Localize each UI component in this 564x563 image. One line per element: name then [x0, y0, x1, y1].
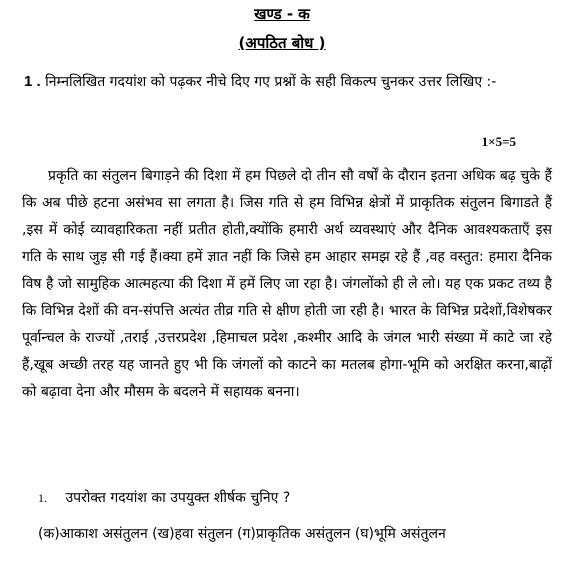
sub-question-number: 1.: [38, 491, 47, 505]
answer-options: (क)आकाश असंतुलन (ख)हवा संतुलन (ग)प्राकृतिक असंतुलन (घ)भूमि असंतुलन: [38, 526, 446, 542]
question-number: 1 .: [24, 73, 41, 90]
section-subtitle: (अपठित बोध ): [238, 34, 326, 52]
marks-label: 1×5=5: [481, 134, 516, 149]
question-text: निम्नलिखित गदयांश को पढ़कर नीचे दिए गए प्रश्नों के सही विकल्प चुनकर उत्तर लिखिए :-: [45, 74, 497, 90]
question-instruction: [24, 67, 549, 97]
section-title: खण्ड - क: [254, 5, 310, 23]
sub-question-text: उपरोक्त गदयांश का उपयुक्त शीर्षक चुनिए ?: [65, 490, 291, 506]
sub-question: [38, 488, 290, 507]
passage-text: प्रकृति का संतुलन बिगाड़ने की दिशा में हम पिछले दो तीन सौ वर्षों के दौरान इतना अधिक बढ़ चुके हैं कि अब पीछे हटना असंभव सा लगता है। जिस गति से हम विभिन्न क्षेत्रों में प्राकृतिक संतुलन बिगाडते हैं ,इस में कोई व्यावहारिकता नहीं प्रतीत होती,क्योंकि हमारी अर्थ व्यवस्थाएं और दैनिक आवश्यकताएँ इस गति के साथ जुड़ सी गई हैं।क्या हमें ज्ञात नहीं कि जिसे हम आहार समझ रहे हैं ,वह वस्तुत: हमारा दैनिक विष है जो सामुहिक आत्महत्या की दिशा में हमें लिए जा रहा है। जंगलोंको ही ले लो। यह एक प्रकट तथ्य है कि विभिन्न देशों की वन-संपत्ति अत्यंत तीव्र गति से क्षीण होती जा रही है। भारत के विभिन्न प्रदेशों,विशेषकर पूर्वान्चल के राज्यों ,तराई ,उत्तरप्रदेश ,हिमाचल प्रदेश ,कश्मीर आदि के जंगल भारी संख्या में काटे जा रहे हैं,खूब अच्छी तरह यह जानते हुए भी कि जंगलों को काटने का मतलब होगा-भूमि को अरक्षित करना,बाढ़ों को बढ़ावा देना और मौसम के बदलने में सहायक बनना।: [22, 168, 552, 400]
